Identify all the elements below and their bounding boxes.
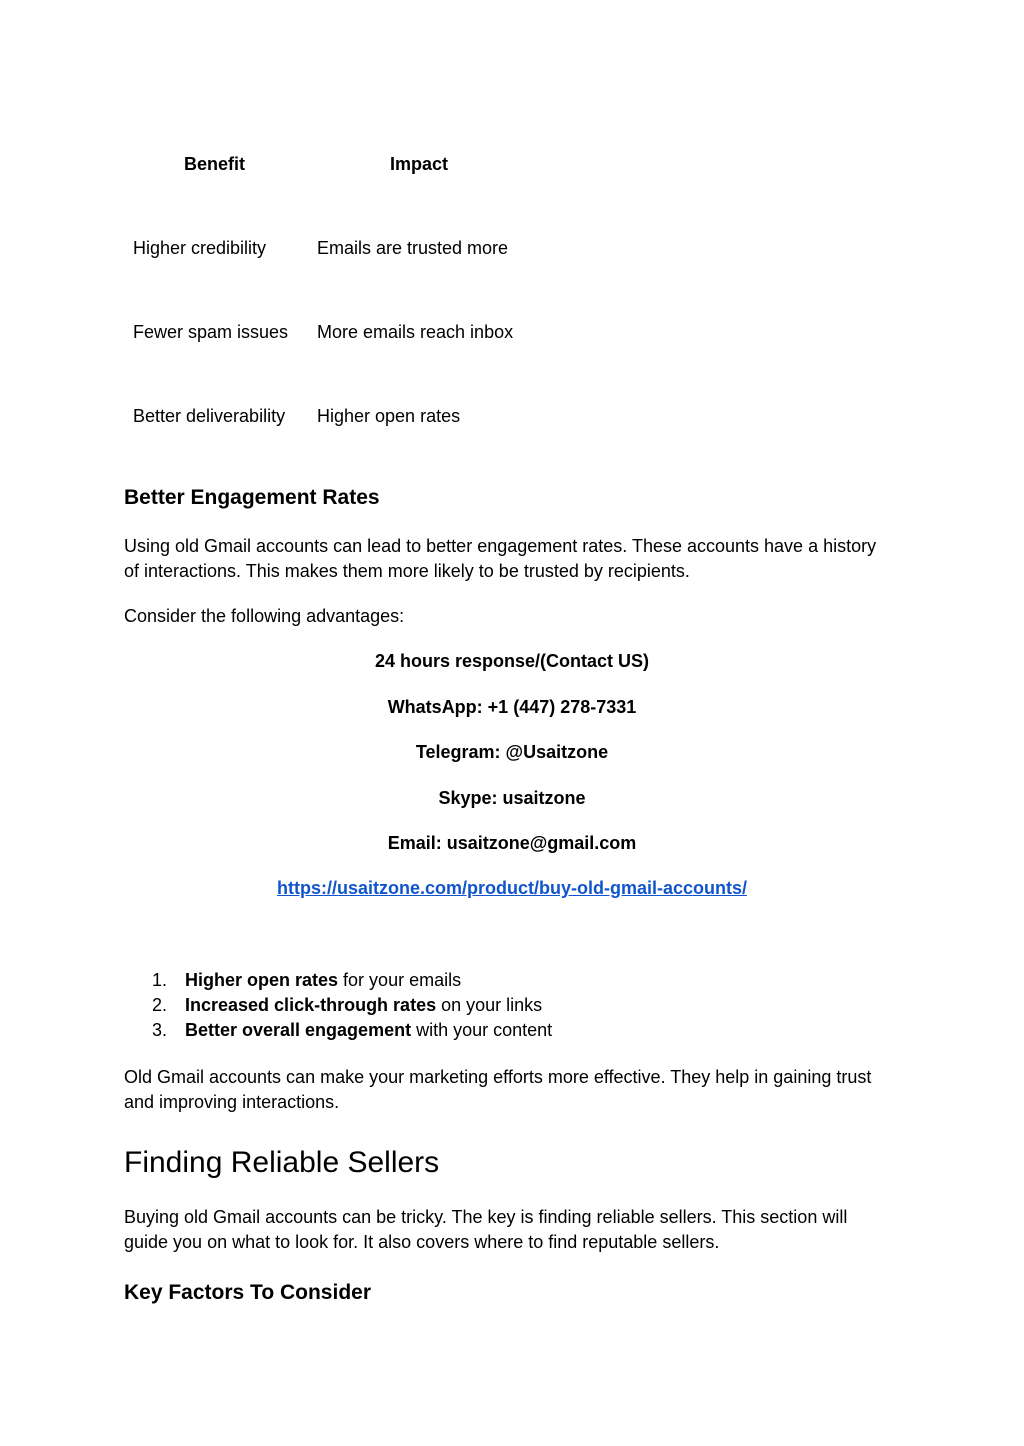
contact-response: 24 hours response/(Contact US) [374,651,650,671]
list-number: 3. [152,1020,168,1040]
contact-skype: Skype: usaitzone [438,788,586,808]
list-item-text: on your links [436,995,543,1015]
table-cell: Emails are trusted more [317,238,509,258]
section-heading-sellers: Finding Reliable Sellers [124,1146,440,1179]
list-item [152,968,552,993]
product-link[interactable]: https://usaitzone.com/product/buy-old-gmail-accounts/ [276,878,747,898]
advantages-list [152,968,552,1043]
contact-telegram: Telegram: @Usaitzone [415,742,609,762]
list-item-text: for your emails [338,970,462,990]
section-heading-engagement: Better Engagement Rates [124,486,380,509]
list-item-bold: Increased click-through rates [185,995,437,1015]
list-item [152,1018,552,1043]
table-cell: More emails reach inbox [317,322,514,342]
list-item-text: with your content [411,1020,553,1040]
sellers-paragraph: Buying old Gmail accounts can be tricky. The key is finding reliable sellers. This section will guide you on what to look for. It also covers where to find reputable sellers. [124,1207,848,1252]
table-header-benefit: Benefit [184,154,246,174]
engagement-paragraph: Using old Gmail accounts can lead to better engagement rates. These accounts have a history of interactions. This makes them more likely to be trusted by recipients. [124,536,877,581]
table-cell: Fewer spam issues [133,322,289,342]
list-item-bold: Higher open rates [185,970,339,990]
list-number: 1. [152,970,168,990]
contact-whatsapp: WhatsApp: +1 (447) 278-7331 [387,697,637,717]
list-item-bold: Better overall engagement [185,1020,412,1040]
contact-email: Email: usaitzone@gmail.com [387,833,637,853]
table-header-impact: Impact [390,154,449,174]
table-cell: Higher open rates [317,406,461,426]
table-cell: Better deliverability [133,406,286,426]
table-cell: Higher credibility [133,238,267,258]
list-item [152,993,552,1018]
product-link-wrapper [0,878,1024,899]
section-heading-factors: Key Factors To Consider [124,1281,371,1304]
advantages-intro: Consider the following advantages: [124,606,405,626]
list-number: 2. [152,995,168,1015]
closing-paragraph: Old Gmail accounts can make your marketing efforts more effective. They help in gaining trust and improving interactions. [124,1067,872,1112]
